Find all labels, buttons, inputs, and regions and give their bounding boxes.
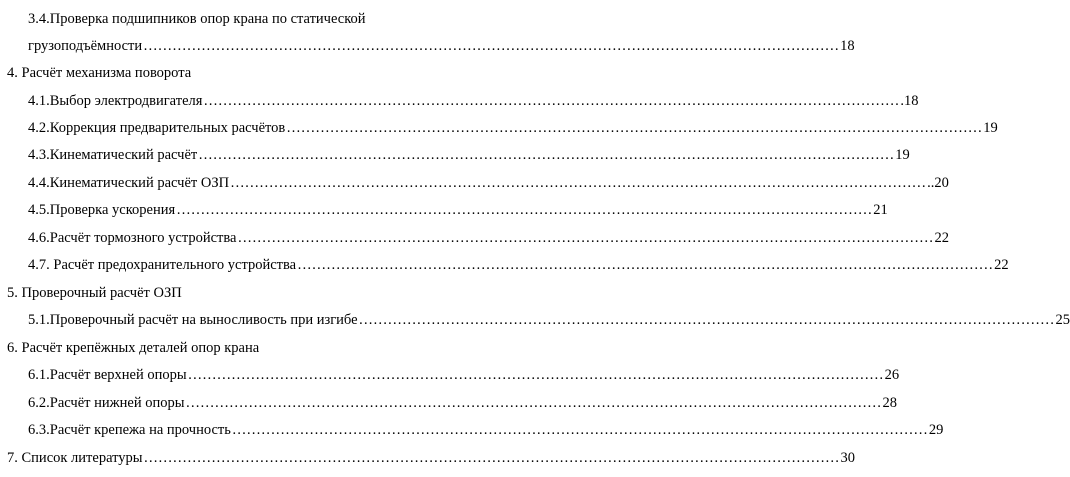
toc-entry-text: 6.1.Расчёт верхней опоры [28,367,187,383]
toc-page-number: 21 [873,202,888,218]
toc-entry-text: 7. Список литературы [7,450,143,466]
toc-page-number: 28 [882,395,897,411]
dot-leader: ……………………………………………………………………………………………………………………………… [286,120,983,136]
toc-page-number: .18 [900,93,919,109]
toc-section-5-heading [0,283,542,303]
toc-entry-4-7 [0,255,1009,275]
dot-leader: ……………………………………………………………………………………………………………………………… [185,395,882,411]
toc-entry-4-5 [0,200,888,220]
toc-entry-text: 6.2.Расчёт нижней опоры [28,395,185,411]
toc-page-number: 18 [840,38,855,54]
toc-section-4-heading [0,63,542,83]
toc-entry-6-3 [0,420,944,440]
toc-entry-4-6 [0,228,949,248]
dot-leader: ……………………………………………………………………………………………………………………………… [230,175,927,191]
toc-entry-6-1 [0,365,900,385]
toc-page-number: 26 [884,367,900,383]
dot-leader: ……………………………………………………………………………………………………………………………… [176,202,873,218]
toc-page-number: 22 [994,257,1009,273]
toc-entry-text: 4.4.Кинематический расчёт ОЗП [28,175,230,191]
dot-leader: ……………………………………………………………………………………………………………………………… [358,312,1055,328]
dot-leader: ……………………………………………………………………………………………………………………………… [237,230,934,246]
dot-leader: ……………………………………………………………………………………………………………………………… [143,38,840,54]
toc-page-number: 30 [840,450,856,466]
toc-entry-text: 4.6.Расчёт тормозного устройства [28,230,237,246]
toc-entry-text: 5.1.Проверочный расчёт на выносливость при изгибе [28,312,358,328]
toc-page-number: 19 [983,120,998,136]
toc-entry-3-4-line1 [0,9,580,29]
dot-leader: ……………………………………………………………………………………………………………………………… [187,367,884,383]
toc-section-label: 6. Расчёт крепёжных деталей опор крана [7,340,260,356]
dot-leader: ……………………………………………………………………………………………………………………………… [198,147,895,163]
toc-entry-7 [0,448,856,468]
toc-entry-text: 4.5.Проверка ускорения [28,202,176,218]
toc-page-number: ..20 [927,175,949,191]
toc-entry-text: 6.3.Расчёт крепежа на прочность [28,422,231,438]
toc-entry-text: грузоподъёмности [28,38,143,54]
toc-entry-5-1 [0,310,1070,330]
dot-leader: ……………………………………………………………………………………………………………………………… [203,93,900,109]
toc-section-6-heading [0,338,542,358]
toc-page-number: 29 [928,422,944,438]
toc-entry-text: 4.1.Выбор электродвигателя [28,93,203,109]
toc-entry-4-4 [0,173,949,193]
toc-page-number: 25 [1055,312,1070,328]
toc-page-number: 19 [895,147,910,163]
toc-entry-4-3 [0,145,910,165]
toc-section-label: 4. Расчёт механизма поворота [7,65,192,81]
toc-entry-text: 4.7. Расчёт предохранительного устройства [28,257,297,273]
dot-leader: ……………………………………………………………………………………………………………………………… [297,257,994,273]
toc-entry-text: 3.4.Проверка подшипников опор крана по статической [28,11,366,27]
toc-entry-4-2 [0,118,998,138]
toc-page-number: 22 [934,230,949,246]
toc-entry-4-1 [0,91,919,111]
dot-leader: ……………………………………………………………………………………………………………………………… [231,422,928,438]
dot-leader: ……………………………………………………………………………………………………………………………… [143,450,840,466]
toc-entry-6-2 [0,393,897,413]
toc-entry-text: 4.3.Кинематический расчёт [28,147,198,163]
toc-entry-3-4-line2 [0,36,855,56]
toc-section-label: 5. Проверочный расчёт ОЗП [7,285,182,301]
toc-entry-text: 4.2.Коррекция предварительных расчётов [28,120,286,136]
